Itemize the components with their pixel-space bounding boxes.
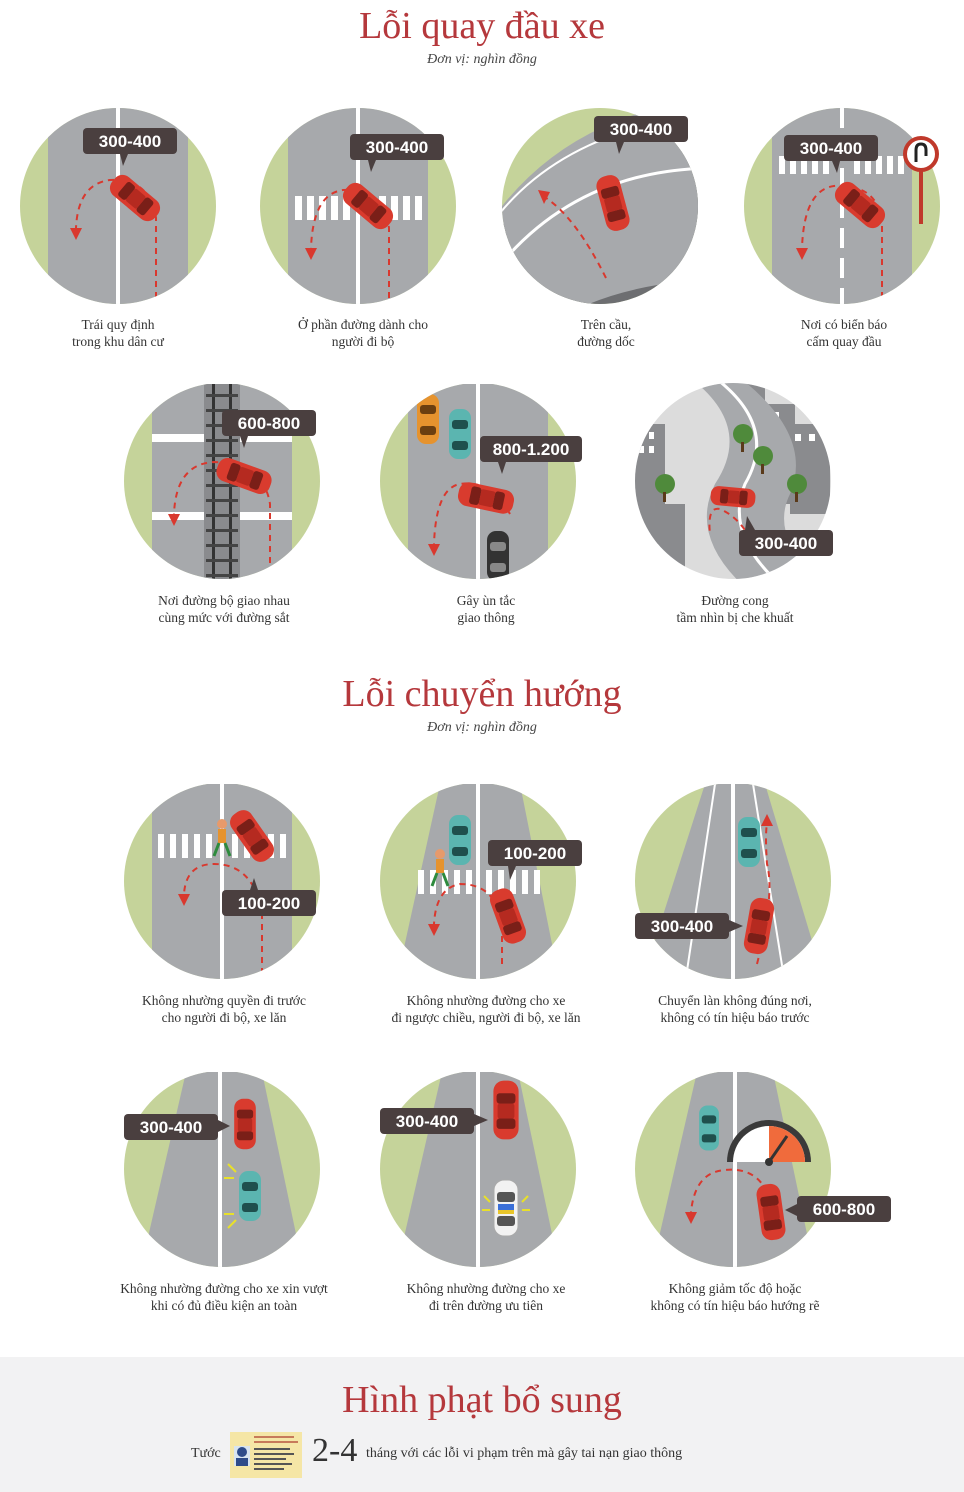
turning-caption: Không nhường đường cho xe đi trên đường ưu tiên (406, 1281, 566, 1313)
turning-item-overtake (104, 1072, 344, 1322)
uturn-caption: Đường cong tầm nhìn bị che khuất (676, 593, 794, 625)
penalty-suffix: tháng với các lỗi vi phạm trên mà gây tai nạn giao thông (366, 1446, 683, 1461)
fine-badge-text: 300-400 (98, 132, 162, 151)
uturn-item-bridge (486, 108, 726, 358)
fine-badge-text: 300-400 (650, 917, 714, 936)
uturn-caption: Nơi có biển báo cấm quay đầu (800, 317, 888, 349)
turning-item-lane-change (615, 784, 855, 1034)
turning-caption: Không nhường đường cho xe đi ngược chiều, người đi bộ, xe lăn (391, 993, 581, 1025)
fine-badge-text: 300-400 (139, 1118, 203, 1137)
turning-item-speed (615, 1072, 876, 1322)
section-turning-title: Lỗi chuyển hướng (342, 673, 622, 715)
uturn-item-railway (104, 384, 344, 634)
curve-uturn-illustration (615, 384, 855, 584)
railway-uturn-illustration (104, 384, 344, 584)
turning-caption: Không nhường quyền đi trước cho người đi bộ, xe lăn (142, 993, 306, 1025)
fine-badge-text: 300-400 (365, 138, 429, 157)
uturn-item-crosswalk (243, 108, 483, 358)
uturn-caption: Trái quy định trong khu dân cư (72, 317, 164, 349)
uturn-caption: Gây ùn tắc giao thông (456, 593, 516, 625)
priority-yield-illustration (360, 1072, 600, 1272)
residential-uturn-illustration (0, 108, 240, 308)
section-turning-unit: Đơn vị: nghìn đồng (427, 720, 537, 735)
turning-item-oncoming (360, 784, 600, 1034)
uturn-caption: Nơi đường bộ giao nhau cùng mức với đường sắt (158, 593, 290, 625)
penalty-row (0, 1432, 964, 1478)
turning-caption: Không giảm tốc độ hoặc không có tín hiệu báo hướng rẽ (650, 1281, 820, 1313)
section-uturn-unit: Đơn vị: nghìn đồng (427, 52, 537, 67)
penalty-prefix: Tước (191, 1446, 221, 1461)
penalty-months: 2-4 (312, 1432, 358, 1469)
fine-badge-text: 100-200 (503, 844, 567, 863)
no-uturn-sign-illustration (724, 108, 964, 308)
uturn-item-no-uturn-sign (724, 108, 964, 358)
uturn-item-curve (615, 384, 855, 634)
oncoming-yield-illustration (360, 784, 600, 984)
uturn-caption: Ở phần đường dành cho người đi bộ (298, 317, 428, 349)
speed-signal-illustration (615, 1072, 876, 1272)
fine-badge-text: 300-400 (799, 139, 863, 158)
bridge-uturn-illustration (486, 108, 726, 308)
turning-caption: Chuyển làn không đúng nơi, không có tín hiệu báo trước (658, 993, 812, 1025)
traffic-jam-uturn-illustration (360, 384, 600, 584)
turning-item-priority (360, 1072, 600, 1322)
fine-badge-text: 600-800 (812, 1200, 876, 1219)
uturn-item-traffic-jam (360, 384, 600, 634)
turning-caption: Không nhường đường cho xe xin vượt khi có đủ điều kiện an toàn (120, 1281, 328, 1313)
fine-badge-text: 600-800 (237, 414, 301, 433)
penalty-title: Hình phạt bổ sung (342, 1379, 622, 1421)
fine-badge-text: 300-400 (395, 1112, 459, 1131)
driver-license-icon (230, 1432, 302, 1478)
section-uturn-title: Lỗi quay đầu xe (359, 5, 605, 47)
fine-badge-text: 300-400 (754, 534, 818, 553)
pedestrian-yield-illustration (104, 784, 344, 984)
uturn-caption: Trên cầu, đường dốc (577, 317, 635, 349)
overtake-yield-illustration (104, 1072, 344, 1272)
uturn-item-residential (0, 108, 240, 358)
fine-badge-text: 800-1.200 (492, 440, 570, 459)
turning-item-pedestrian (104, 784, 344, 1034)
fine-badge-text: 100-200 (237, 894, 301, 913)
lane-change-illustration (615, 784, 855, 984)
fine-badge-text: 300-400 (609, 120, 673, 139)
crosswalk-uturn-illustration (243, 108, 483, 308)
